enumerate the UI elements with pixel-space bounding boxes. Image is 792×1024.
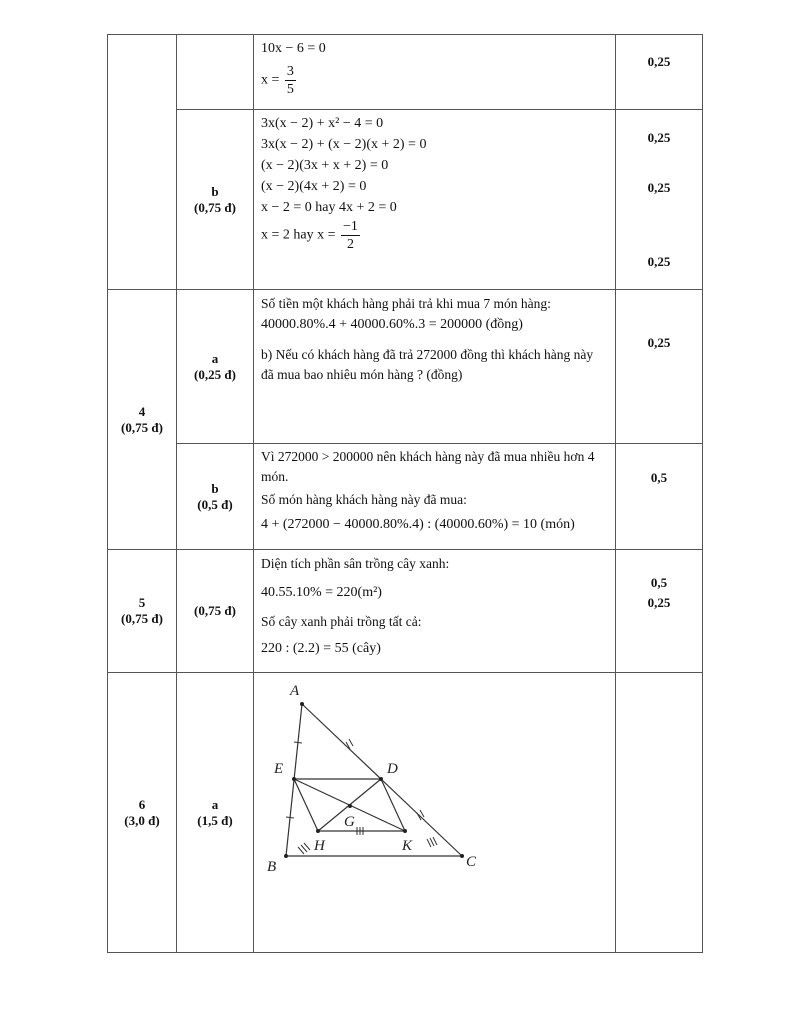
- solution-cell: [254, 290, 616, 444]
- equation-line: 40.55.10% = 220(m²): [261, 585, 382, 600]
- score-value: 0,25: [647, 335, 671, 350]
- text-line: b) Nếu có khách hàng đã trả 272000 đồng thì khách hàng này đã mua bao nhiêu món hàng ? (đồng): [261, 347, 594, 382]
- equation-line: x − 2 = 0 hay 4x + 2 = 0: [261, 200, 397, 215]
- table-row: [108, 550, 703, 673]
- question-cell: [108, 550, 177, 673]
- part-cell: [177, 110, 254, 290]
- equation-line: 3x(x − 2) + (x − 2)(x + 2) = 0: [261, 137, 427, 152]
- label-b: B: [267, 859, 277, 875]
- fraction: $\frac{3}{5}$: [286, 64, 294, 97]
- score-cell: [616, 444, 703, 550]
- solution-cell: [254, 550, 616, 673]
- score-cell: [616, 550, 703, 673]
- question-cell: [108, 290, 177, 550]
- part-label: a: [211, 350, 219, 366]
- segment-dk: [381, 779, 405, 831]
- table-row: [108, 110, 703, 290]
- part-cell: [177, 673, 254, 953]
- text-line: Số cây xanh phải trồng tất cả:: [261, 614, 422, 629]
- text-line: Số tiền một khách hàng phải trả khi mua 7 món hàng:: [261, 296, 551, 311]
- text-line: Diện tích phần sân trồng cây xanh:: [261, 556, 450, 571]
- score-value: 0,25: [647, 54, 671, 69]
- question-number: 6: [138, 796, 146, 812]
- part-label: b: [211, 480, 219, 496]
- part-cell: [177, 550, 254, 673]
- score-cell: [616, 290, 703, 444]
- part-cell: [177, 444, 254, 550]
- table-row: [108, 290, 703, 444]
- solution-cell: [254, 444, 616, 550]
- part-cell: [177, 35, 254, 110]
- question-number: 4: [138, 403, 146, 419]
- triangle-figure: [254, 673, 616, 952]
- part-points: (0,75 đ): [194, 199, 236, 215]
- score-cell: [616, 673, 703, 953]
- label-d: D: [387, 761, 398, 777]
- part-points: (0,75 đ): [194, 603, 236, 618]
- part-points: (0,5 đ): [197, 496, 233, 512]
- question-points: (0,75 đ): [121, 611, 163, 626]
- score-value: 0,5: [650, 470, 668, 485]
- table-row: [108, 673, 703, 953]
- equation-line: x = 2 hay x =: [261, 227, 340, 243]
- score-cell: [616, 110, 703, 290]
- part-cell: [177, 290, 254, 444]
- score-value: 0,25: [647, 595, 671, 610]
- tick-marks: [286, 739, 437, 854]
- label-g: G: [344, 814, 355, 830]
- score-value: 0,25: [647, 180, 671, 195]
- solution-cell: [254, 110, 616, 290]
- answer-table: [107, 34, 703, 953]
- equation-line: x =: [261, 72, 283, 88]
- text-line: Số món hàng khách hàng này đã mua:: [261, 492, 467, 507]
- part-label: a: [211, 796, 219, 812]
- part-points: (1,5 đ): [197, 812, 233, 828]
- fraction: $\frac{-1}{2}$: [343, 219, 358, 252]
- equation-line: 220 : (2.2) = 55 (cây): [261, 641, 381, 656]
- question-cell: [108, 35, 177, 290]
- equation-line: 3x(x − 2) + x² − 4 = 0: [261, 116, 384, 131]
- part-label: b: [211, 183, 219, 199]
- label-a: A: [290, 683, 300, 699]
- segment-eh: [294, 779, 318, 831]
- equation-line: 10x − 6 = 0: [261, 41, 326, 56]
- solution-cell: [254, 35, 616, 110]
- score-value: 0,5: [650, 575, 668, 590]
- vertex-dots: [284, 702, 464, 858]
- equation-line: 40000.80%.4 + 40000.60%.3 = 200000 (đồng): [261, 317, 523, 332]
- question-number: 5: [138, 595, 146, 610]
- score-value: 0,25: [647, 254, 671, 269]
- score-value: 0,25: [647, 130, 671, 145]
- table-row: [108, 444, 703, 550]
- label-e: E: [274, 761, 284, 777]
- part-points: (0,25 đ): [194, 366, 236, 382]
- question-cell: [108, 673, 177, 953]
- equation-line: 4 + (272000 − 40000.80%.4) : (40000.60%) = 10 (món): [261, 517, 575, 532]
- table-row: [108, 35, 703, 110]
- text-line: Vì 272000 > 200000 nên khách hàng này đã mua nhiều hơn 4 món.: [261, 449, 595, 484]
- label-k: K: [402, 838, 413, 854]
- figure-cell: [254, 673, 616, 953]
- question-points: (0,75 đ): [121, 419, 163, 435]
- label-h: H: [314, 838, 325, 854]
- equation-line: (x − 2)(3x + x + 2) = 0: [261, 158, 389, 173]
- score-cell: [616, 35, 703, 110]
- label-c: C: [466, 854, 477, 870]
- question-points: (3,0 đ): [124, 812, 160, 828]
- equation-line: (x − 2)(4x + 2) = 0: [261, 179, 367, 194]
